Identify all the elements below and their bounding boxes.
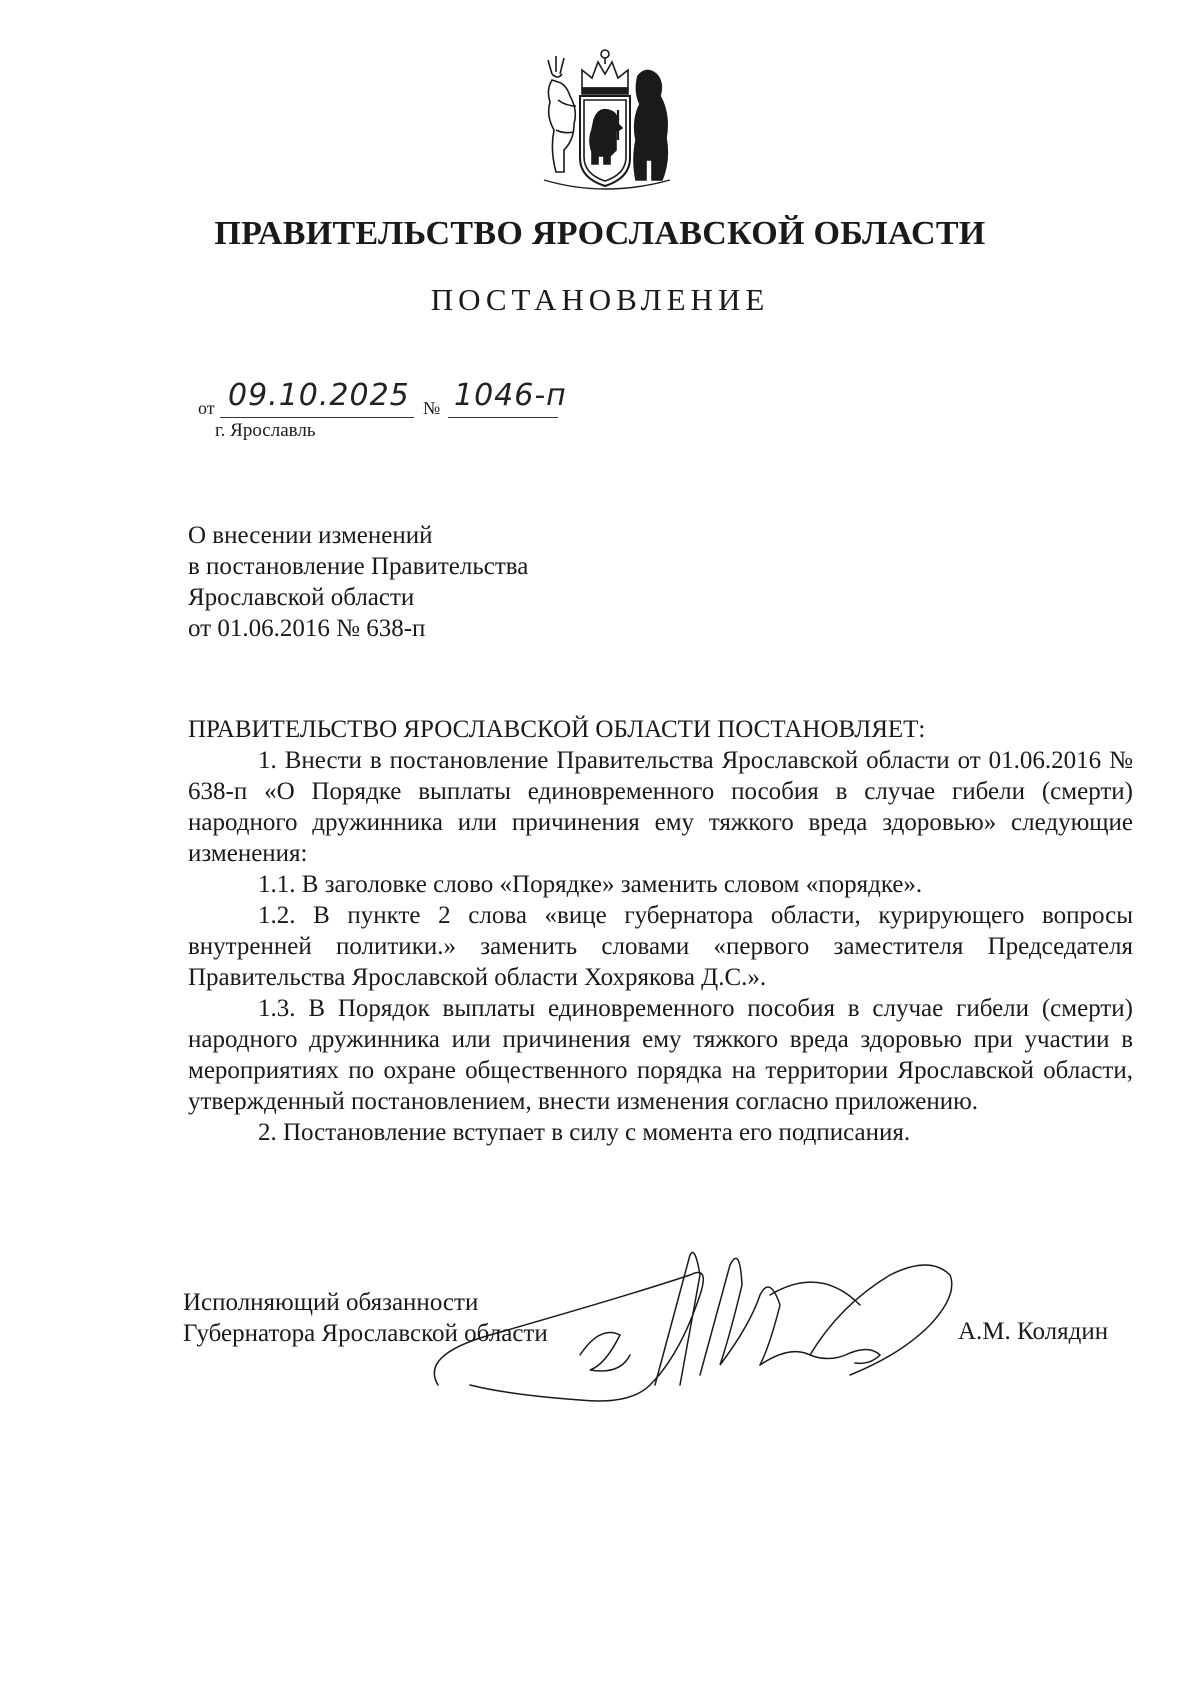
date-underline <box>220 417 414 418</box>
body-paragraph: 1.3. В Порядок выплаты единовременного пособия в случае гибели (смерти) народного дружинника или причинения ему тяжкого вреда здоровью при участии в мероприятиях по охране общественного порядка на территории Ярославской области, утвержденный постановлением, внести изменения согласно приложению. <box>188 995 1133 1115</box>
document-body <box>188 714 1133 1148</box>
yaroslavl-oblast-coat-of-arms-icon <box>530 40 680 198</box>
date-number-line <box>198 378 618 420</box>
subject-line: Ярославской области <box>188 584 415 611</box>
body-paragraph: 2. Постановление вступает в силу с момента его подписания. <box>258 1119 911 1146</box>
city: г. Ярославль <box>215 420 316 441</box>
body-paragraph: 1.2. В пункте 2 слова «вице губернатора области, курирующего вопросы внутренней политики.» заменить словами «первого заместителя Председателя Правительства Ярославской области Хохрякова Д.С.». <box>188 902 1133 991</box>
handwritten-signature-icon <box>430 1235 970 1410</box>
body-paragraph: 1. Внести в постановление Правительства Ярославской области от 01.06.2016 № 638-п «О Порядке выплаты единовременного пособия в случае гибели (смерти) народного дружинника или причинения ему тяжкого вреда здоровью» следующие изменения: <box>188 747 1133 867</box>
government-title: ПРАВИТЕЛЬСТВО ЯРОСЛАВСКОЙ ОБЛАСТИ <box>214 215 986 252</box>
document-type: ПОСТАНОВЛЕНИЕ <box>430 282 770 317</box>
document-number: 1046-п <box>454 378 567 413</box>
signer-position-line: Исполняющий обязанности <box>183 1289 479 1316</box>
date-prefix: от <box>198 398 215 418</box>
document-date: 09.10.2025 <box>228 378 410 413</box>
subject-line: в постановление Правительства <box>188 553 529 580</box>
signer-name: А.М. Колядин <box>958 1318 1109 1345</box>
decree-line: ПРАВИТЕЛЬСТВО ЯРОСЛАВСКОЙ ОБЛАСТИ ПОСТАНОВЛЯЕТ: <box>188 716 926 743</box>
subject-line: от 01.06.2016 № 638-п <box>188 615 426 642</box>
signer-position-line: Губернатора Ярославской области <box>183 1320 548 1347</box>
document-subject <box>188 520 528 644</box>
number-prefix: № <box>423 398 441 418</box>
body-paragraph: 1.1. В заголовке слово «Порядке» заменить словом «порядке». <box>258 871 923 898</box>
number-underline <box>448 417 558 418</box>
subject-line: О внесении изменений <box>188 522 433 549</box>
